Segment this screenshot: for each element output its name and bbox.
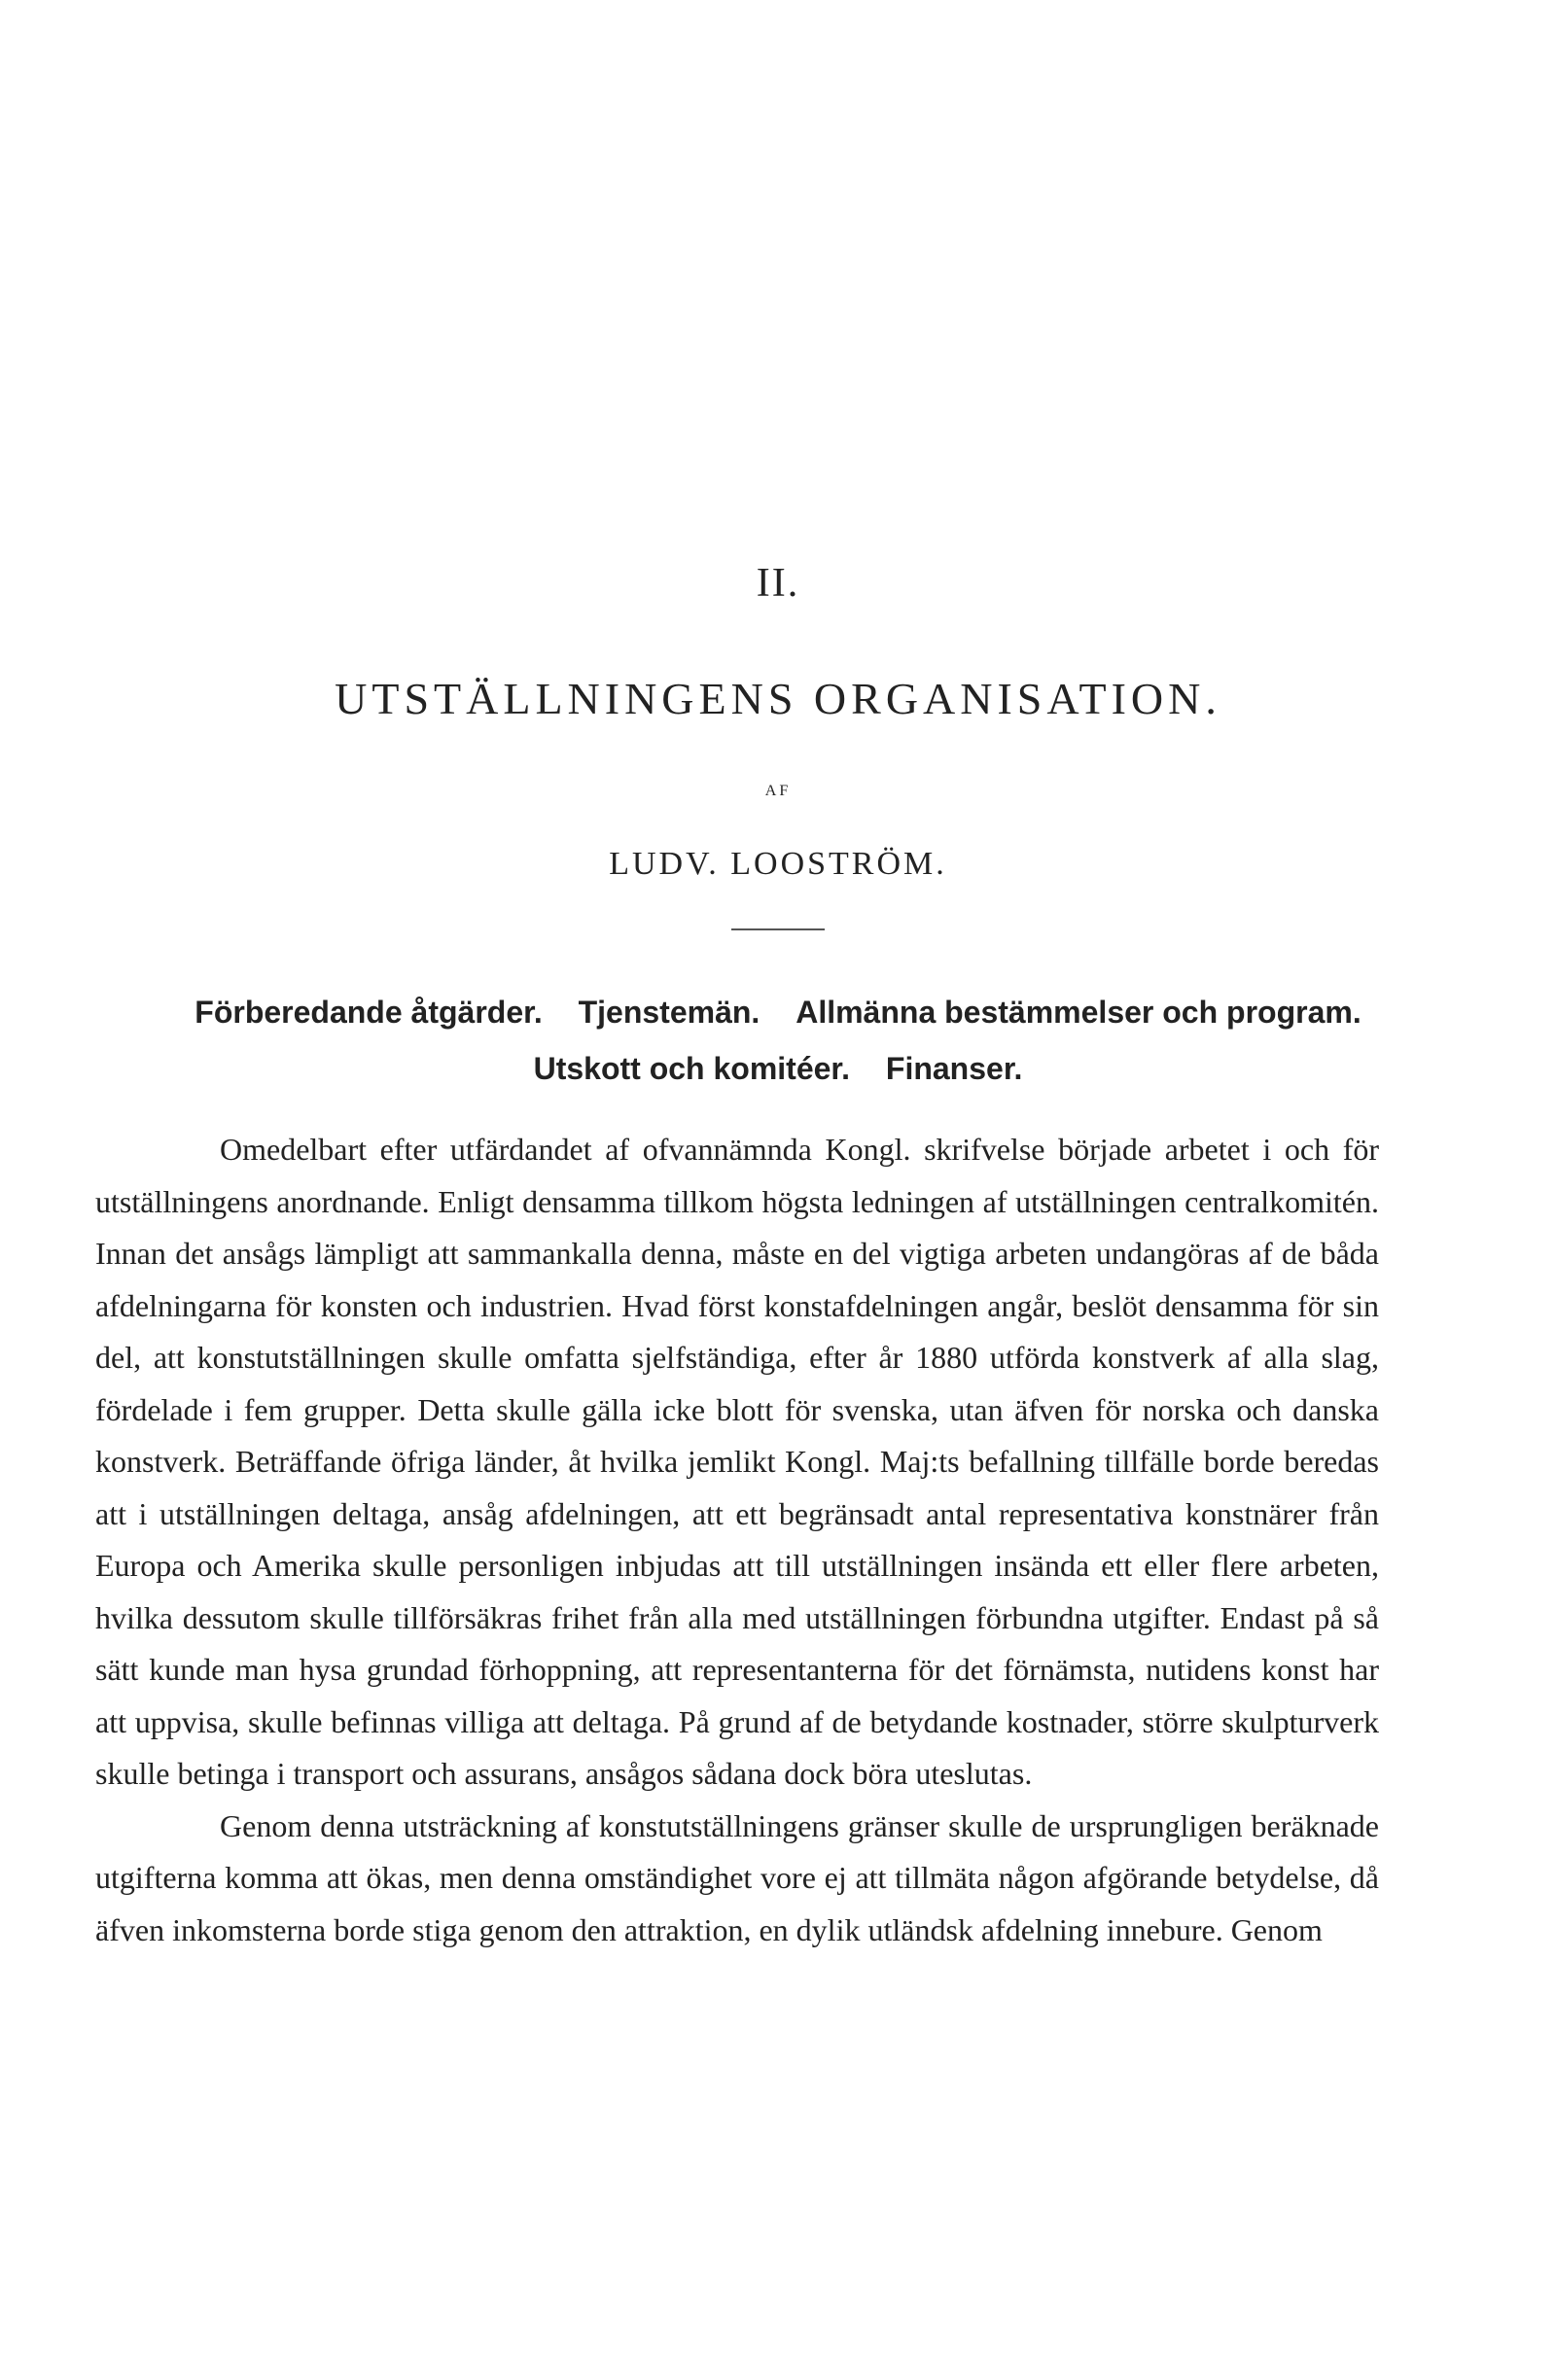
byline-prefix: AF — [764, 783, 792, 799]
paragraph: Omedelbart efter utfärdandet af ofvannämnda Kongl. skrifvelse började arbetet i och för utställningens anordnande. Enligt densamma tillkom högsta ledningen af utställningen centralkomitén. Innan det ansågs lämpligt att sammankalla denna, måste en del vigtiga arbeten undangöras af de båda afdelningarna för konsten och industrien. Hvad först konstafdelningen angår, beslöt densamma för sin del, att konstutställningen skulle omfatta sjelfständiga, efter år 1880 utförda konstverk af alla slag, fördelade i fem grupper. Detta skulle gälla icke blott för svenska, utan äfven för norska och danska konstverk. Beträffande öfriga länder, åt hvilka jemlikt Kongl. Maj:ts befallning tillfälle borde beredas att i utställningen deltaga, ansåg afdelningen, att ett begränsadt antal representativa konstnärer från Europa och Amerika skulle personligen inbjudas att till utställningen insända ett eller flere arbeten, hvilka dessutom skulle tillförsäkras frihet från alla med utställningen förbundna utgifter. Endast på så sätt kunde man hysa grundad förhoppning, att representanterna för det förnämsta, nutidens konst har att uppvisa, skulle befinnas villiga att deltaga. På grund af de betydande kostnader, större skulpturverk skulle betinga i transport och assurans, ansågos sådana dock böra uteslutas. — [95, 1132, 1379, 1791]
summary-item: Finanser. — [885, 1051, 1023, 1086]
section-divider — [731, 928, 825, 930]
paragraph: Genom denna utsträckning af konstutställningens gränser skulle de ursprungligen beräknade utgifterna komma att ökas, men denna omständighet vore ej att tillmäta någon afgörande betydelse, då äfven inkomsterna borde stiga genom den attraktion, en dylik utländsk afdelning innebure. Genom — [95, 1807, 1379, 1947]
body-text — [95, 1124, 1379, 1956]
summary-item: Tjenstemän. — [578, 995, 760, 1030]
chapter-summary — [156, 984, 1400, 1097]
chapter-number: II. — [756, 561, 800, 606]
chapter-title: UTSTÄLLNINGENS ORGANISATION. — [335, 674, 1221, 723]
summary-item: Förberedande åtgärder. — [194, 995, 543, 1030]
author-name: LUDV. LOOSTRÖM. — [609, 846, 947, 882]
summary-item: Allmänna bestämmelser och program. — [796, 995, 1362, 1030]
summary-item: Utskott och komitéer. — [533, 1051, 850, 1086]
